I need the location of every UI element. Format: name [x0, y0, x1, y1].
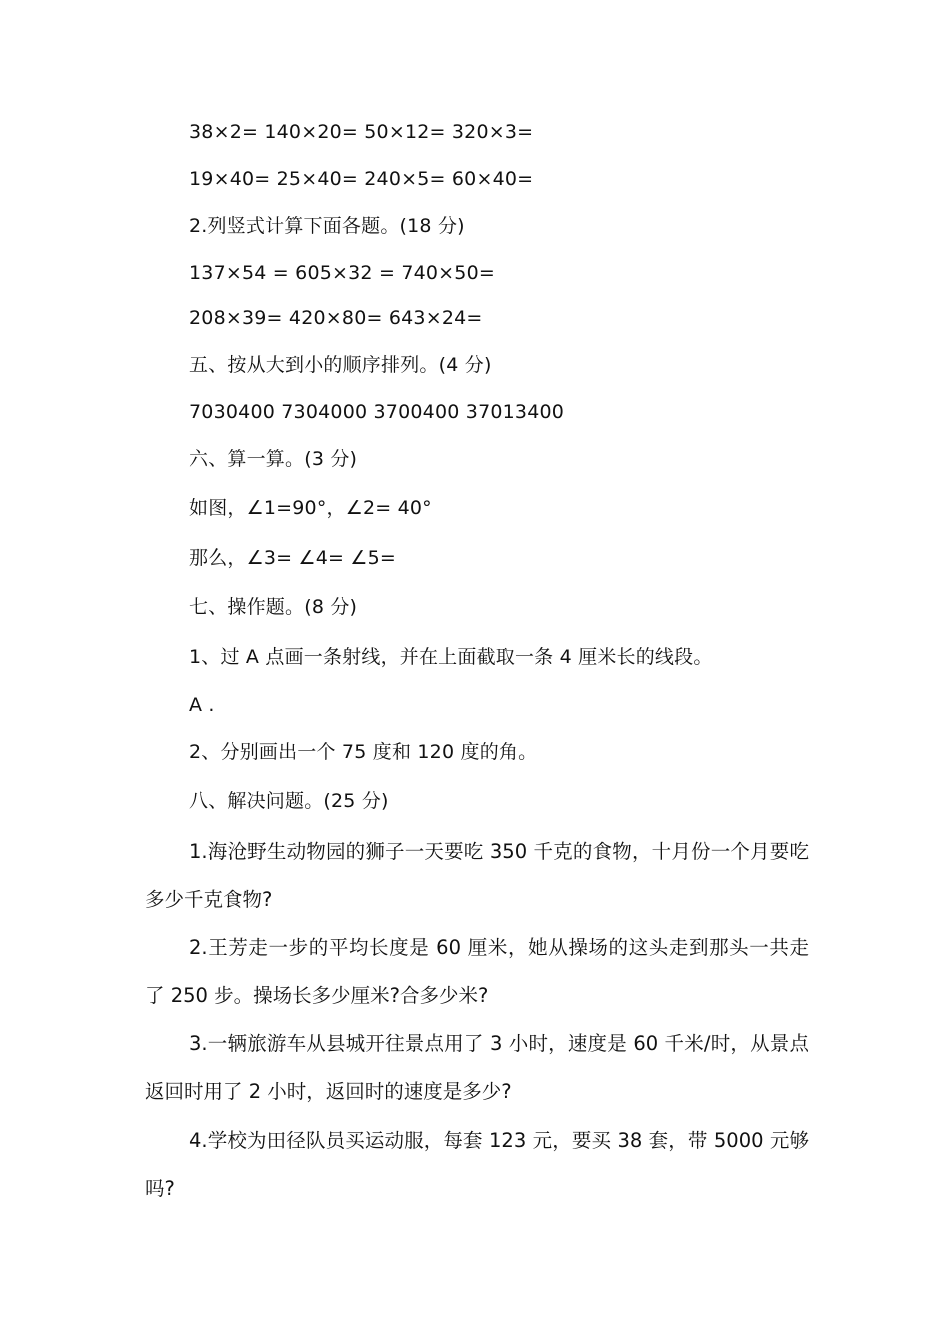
- word-problem-3: 3.一辆旅游车从县城开往景点用了 3 小时，速度是 60 千米/时，从景点返回时用了 2 小时，返回时的速度是多少?: [145, 1032, 809, 1103]
- operation-task-2: 2、分别画出一个 75 度和 120 度的角。: [189, 741, 538, 763]
- word-problem-4: 4.学校为田径队员买运动服，每套 123 元，要买 38 套，带 5000 元够吗?: [145, 1129, 809, 1200]
- section-heading-7: 七、操作题。(8 分): [189, 596, 358, 618]
- oral-calc-row-2: 19×40= 25×40= 240×5= 60×40=: [189, 168, 534, 190]
- section-heading-8: 八、解决问题。(25 分): [189, 790, 389, 812]
- operation-task-1: 1、过 A 点画一条射线，并在上面截取一条 4 厘米长的线段。: [189, 646, 713, 668]
- angle-question: 那么，∠3= ∠4= ∠5=: [189, 547, 397, 569]
- oral-calc-row-1: 38×2= 140×20= 50×12= 320×3=: [189, 121, 534, 143]
- angle-given: 如图，∠1=90°，∠2= 40°: [189, 497, 432, 519]
- word-problem-1: 1.海沧野生动物园的狮子一天要吃 350 千克的食物，十月份一个月要吃多少千克食物?: [145, 840, 809, 911]
- word-problem-2: 2.王芳走一步的平均长度是 60 厘米，她从操场的这头走到那头一共走了 250 步。操场长多少厘米?合多少米?: [145, 936, 809, 1007]
- section-heading-6: 六、算一算。(3 分): [189, 448, 358, 470]
- number-sequence: 7030400 7304000 3700400 37013400: [189, 401, 565, 423]
- vertical-calc-row-1: 137×54 = 605×32 = 740×50=: [189, 262, 496, 284]
- section-heading-5: 五、按从大到小的顺序排列。(4 分): [189, 354, 492, 376]
- section-heading-vertical-calc: 2.列竖式计算下面各题。(18 分): [189, 215, 465, 237]
- vertical-calc-row-2: 208×39= 420×80= 643×24=: [189, 307, 483, 329]
- point-a-label: A .: [189, 694, 215, 716]
